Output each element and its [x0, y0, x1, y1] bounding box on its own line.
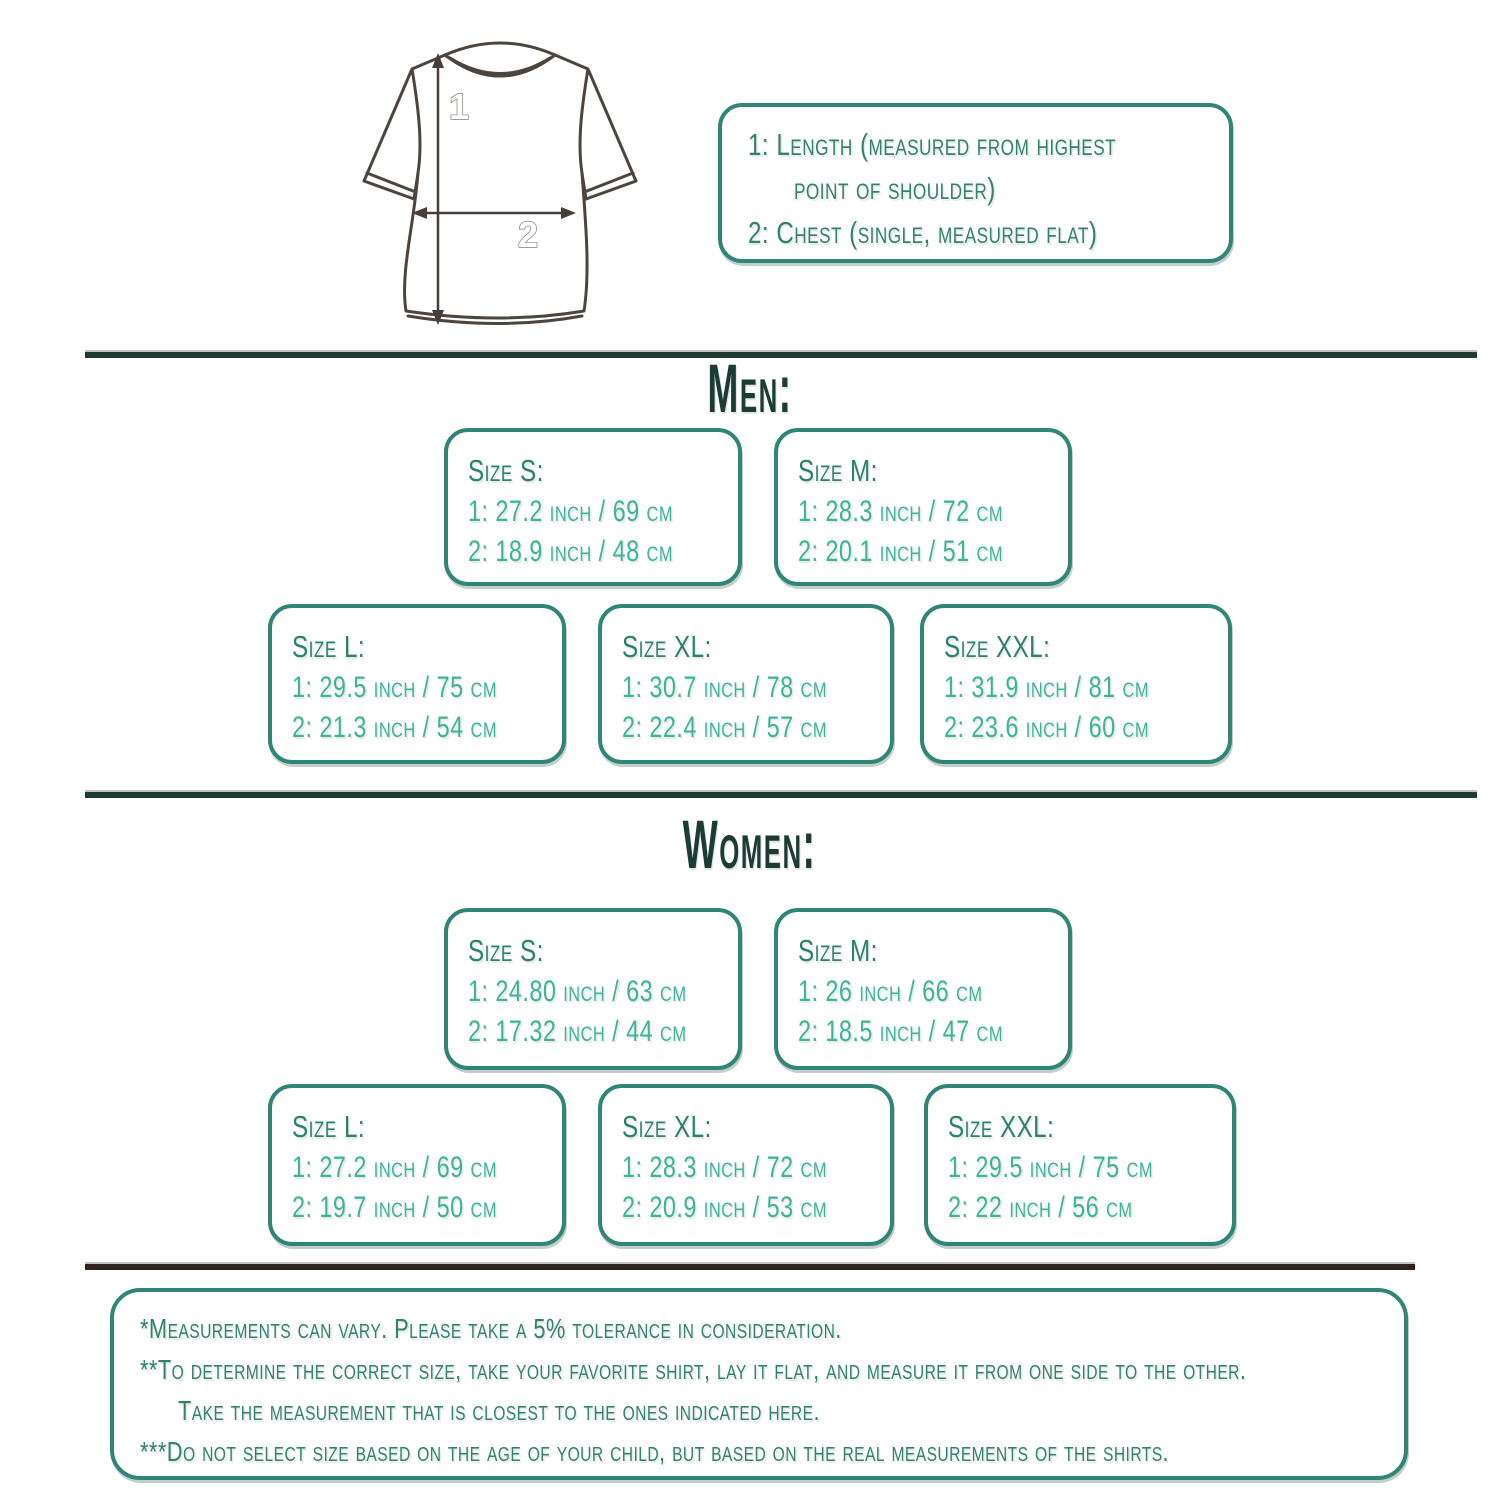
size-chest-value: 2: 21.3 inch / 54 cm — [292, 711, 497, 744]
size-title: Size S: — [468, 453, 544, 488]
section-divider — [85, 1264, 1415, 1270]
size-box-women-s — [444, 908, 742, 1070]
footnote-line: **To determine the correct size, take your favorite shirt, lay it flat, and measure it from one side to the other. — [140, 1354, 1247, 1385]
size-chest-value: 2: 18.9 inch / 48 cm — [468, 535, 673, 568]
footnote-line: Take the measurement that is closest to the ones indicated here. — [178, 1395, 820, 1426]
size-box-women-l — [268, 1084, 566, 1246]
length-arrow-label: 1 — [449, 86, 470, 127]
tshirt-outline — [364, 43, 636, 324]
footnote-line: ***Do not select size based on the age of your child, but based on the real measurements of the shirts. — [140, 1436, 1170, 1467]
size-box-men-xl — [598, 604, 894, 764]
men-heading: Men: — [707, 351, 793, 428]
size-chest-value: 2: 22.4 inch / 57 cm — [622, 711, 827, 744]
size-length-value: 1: 29.5 inch / 75 cm — [948, 1151, 1153, 1184]
size-title: Size XXL: — [948, 1109, 1055, 1144]
size-title: Size M: — [798, 453, 878, 488]
size-length-value: 1: 31.9 inch / 81 cm — [944, 671, 1149, 704]
size-length-value: 1: 29.5 inch / 75 cm — [292, 671, 497, 704]
size-chest-value: 2: 23.6 inch / 60 cm — [944, 711, 1149, 744]
size-title: Size XXL: — [944, 629, 1051, 664]
size-box-men-l — [268, 604, 566, 764]
chest-arrow-label: 2 — [518, 214, 539, 255]
size-chest-value: 2: 18.5 inch / 47 cm — [798, 1015, 1003, 1048]
size-length-value: 1: 28.3 inch / 72 cm — [798, 495, 1003, 528]
size-title: Size L: — [292, 629, 366, 664]
size-box-women-xl — [598, 1084, 894, 1246]
footnote-line: *Measurements can vary. Please take a 5% tolerance in consideration. — [140, 1313, 842, 1344]
size-box-men-m — [774, 428, 1072, 586]
size-title: Size L: — [292, 1109, 366, 1144]
size-length-value: 1: 26 inch / 66 cm — [798, 975, 983, 1008]
section-divider — [85, 792, 1477, 798]
size-title: Size M: — [798, 933, 878, 968]
tshirt-diagram — [350, 25, 690, 330]
size-length-value: 1: 30.7 inch / 78 cm — [622, 671, 827, 704]
legend-line: 2: Chest (single, measured flat) — [748, 215, 1098, 250]
size-box-men-xxl — [920, 604, 1232, 764]
size-length-value: 1: 27.2 inch / 69 cm — [292, 1151, 497, 1184]
size-length-value: 1: 28.3 inch / 72 cm — [622, 1151, 827, 1184]
measurement-legend — [718, 103, 1233, 263]
size-chest-value: 2: 22 inch / 56 cm — [948, 1191, 1133, 1224]
size-chest-value: 2: 17.32 inch / 44 cm — [468, 1015, 687, 1048]
size-chest-value: 2: 20.9 inch / 53 cm — [622, 1191, 827, 1224]
size-title: Size XL: — [622, 629, 712, 664]
size-length-value: 1: 27.2 inch / 69 cm — [468, 495, 673, 528]
legend-line: point of shoulder) — [794, 171, 996, 206]
size-box-men-s — [444, 428, 742, 586]
size-chest-value: 2: 19.7 inch / 50 cm — [292, 1191, 497, 1224]
size-chest-value: 2: 20.1 inch / 51 cm — [798, 535, 1003, 568]
women-heading: Women: — [683, 807, 817, 884]
size-length-value: 1: 24.80 inch / 63 cm — [468, 975, 687, 1008]
size-title: Size XL: — [622, 1109, 712, 1144]
legend-line: 1: Length (measured from highest — [748, 127, 1117, 162]
size-box-women-xxl — [924, 1084, 1236, 1246]
footnotes-box — [110, 1288, 1408, 1480]
size-title: Size S: — [468, 933, 544, 968]
size-box-women-m — [774, 908, 1072, 1070]
